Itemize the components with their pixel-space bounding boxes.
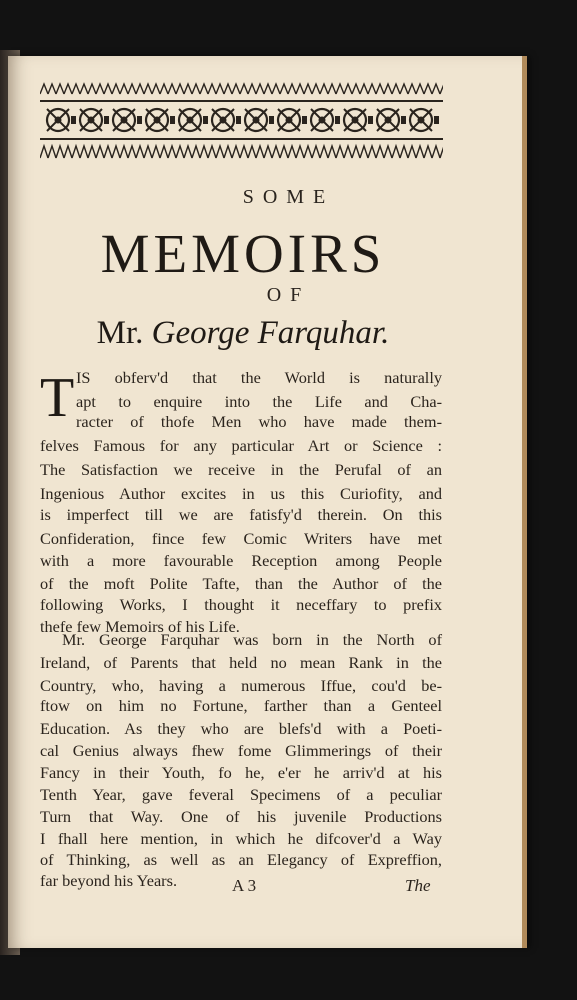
text-line: ftow on him no Fortune, farther than a Genteel	[40, 696, 442, 715]
text-line: The Satisfaction we receive in the Perufal of an	[40, 460, 442, 479]
decorative-ornament-band	[40, 80, 443, 162]
text-line: cal Genius always fhew fome Glimmerings of their	[40, 741, 442, 760]
text-line: felves Famous for any particular Art or Science :	[40, 436, 442, 455]
text-line: thefe few Memoirs of his Life.	[40, 617, 240, 636]
text-line: following Works, I thought it neceffary to prefix	[40, 595, 442, 614]
text-line: Fancy in their Youth, fo he, e'er he arriv'd at his	[40, 763, 442, 782]
title-line-some: SOME	[242, 186, 335, 208]
title-memoirs: MEMOIRS	[100, 223, 386, 284]
text-line: apt to enquire into the Life and Cha-	[76, 392, 442, 411]
catchword: The	[405, 876, 431, 895]
drop-cap: T	[40, 367, 75, 429]
author-prefix: Mr.	[96, 315, 144, 351]
author-name: George Farquhar.	[151, 315, 390, 351]
text-line: far beyond his Years.	[40, 871, 178, 890]
text-line: I fhall here mention, in which he difcover'd a Way	[40, 829, 442, 848]
text-line: Ingenious Author excites in us this Curiofity, and	[40, 484, 442, 503]
text-line: Mr. George Farquhar was born in the North of	[62, 630, 442, 649]
text-line: IS obferv'd that the World is naturally	[76, 368, 442, 387]
text-line: of the moft Polite Tafte, than the Author of the	[40, 574, 442, 593]
text-line: with a more favourable Reception among People	[40, 551, 442, 570]
text-line: Confideration, fince few Comic Writers have met	[40, 529, 442, 548]
signature-mark: A 3	[232, 876, 257, 895]
text-line: Education. As they who are blefs'd with a Poeti-	[40, 719, 442, 738]
author-heading	[38, 315, 448, 352]
text-line: Turn that Way. One of his juvenile Productions	[40, 807, 442, 826]
title-line-of: OF	[266, 284, 311, 306]
text-line: is imperfect till we are fatisfy'd therein. On this	[40, 505, 442, 524]
text-line: Country, who, having a numerous Iffue, cou'd be-	[40, 676, 442, 695]
text-line: of Thinking, as well as an Elegancy of Expreffion,	[40, 850, 442, 869]
text-line: Ireland, of Parents that held no mean Rank in the	[40, 653, 442, 672]
text-line: racter of thofe Men who have made them-	[76, 412, 442, 431]
text-line: Tenth Year, gave feveral Specimens of a peculiar	[40, 785, 442, 804]
